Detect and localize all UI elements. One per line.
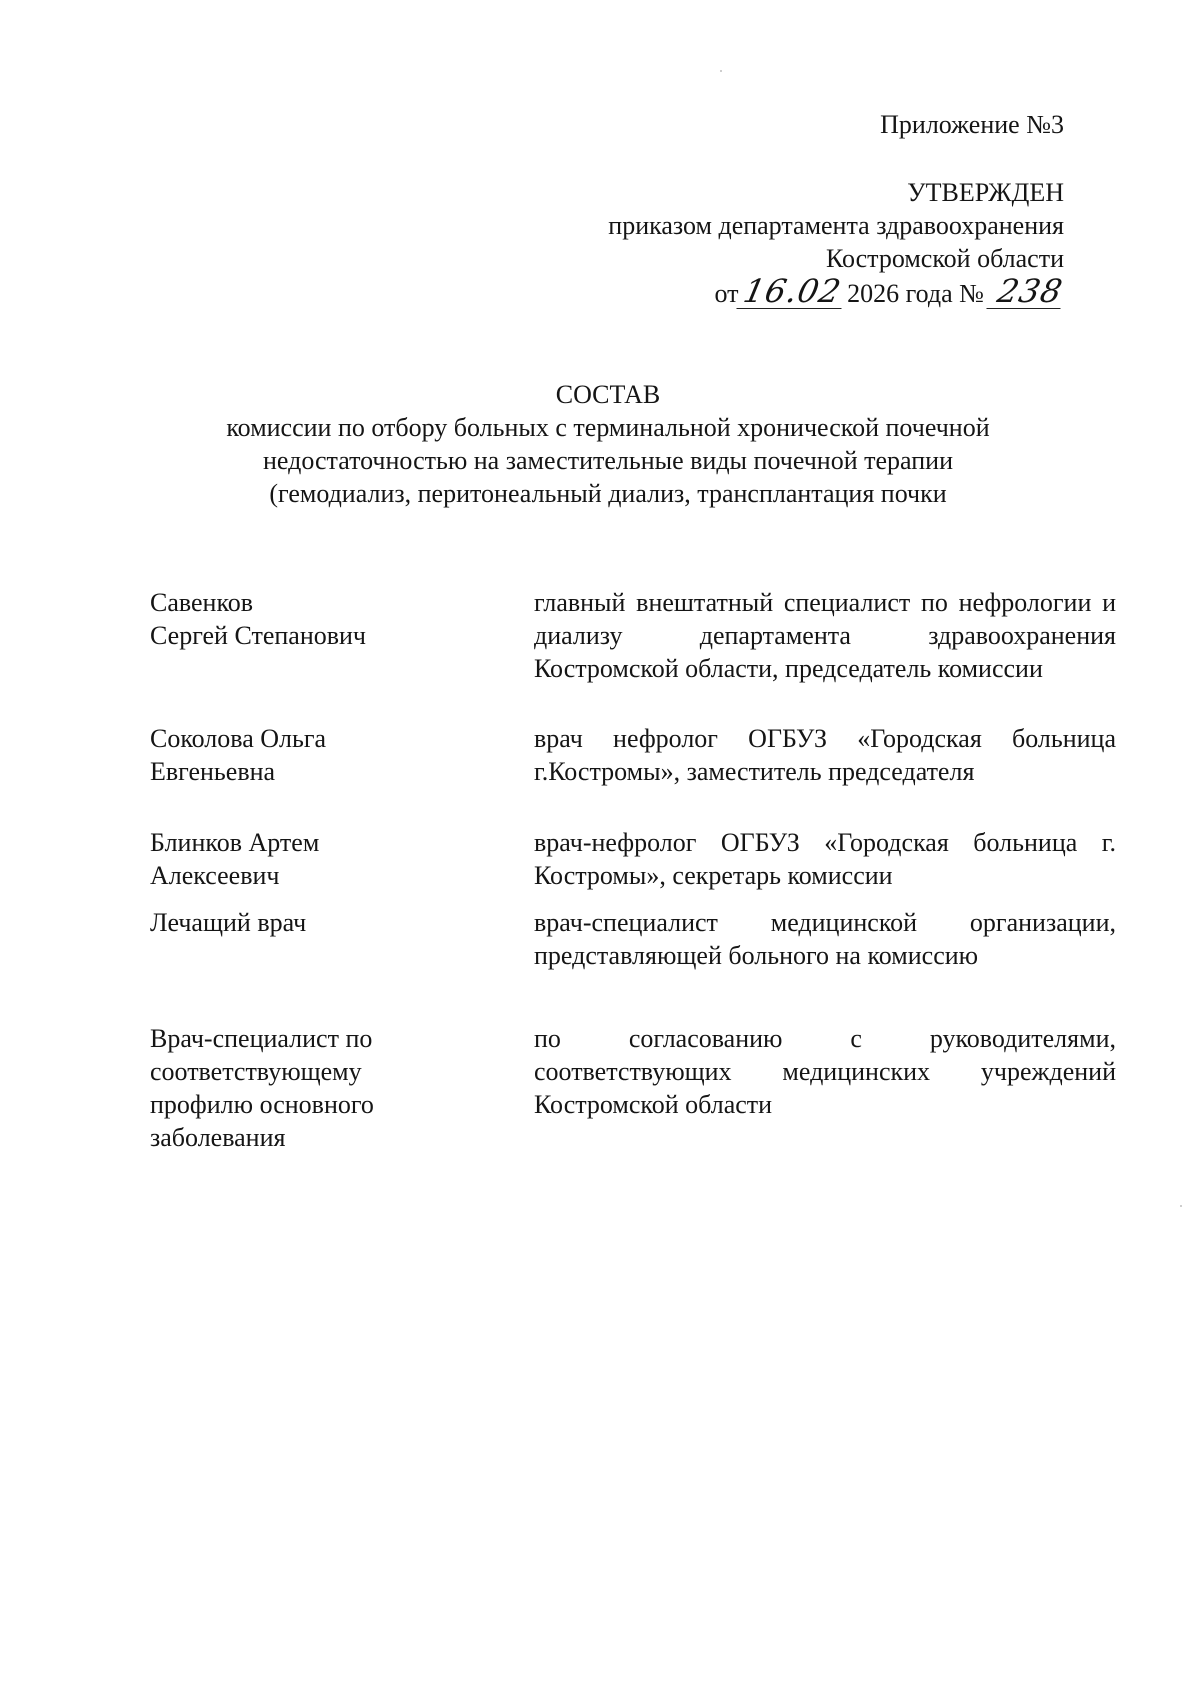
member-row bbox=[150, 906, 1116, 972]
member-name bbox=[150, 586, 534, 685]
member-role: врач-нефролог ОГБУЗ «Городская больница г. Костромы», секретарь комиссии bbox=[534, 828, 1116, 890]
member-row bbox=[150, 826, 1116, 892]
handwritten-date: 16.02 bbox=[737, 275, 849, 309]
member-name-line: Савенков bbox=[150, 588, 254, 617]
member-name-line: Сергей Степанович bbox=[150, 621, 367, 650]
member-name bbox=[150, 906, 534, 972]
approval-block bbox=[608, 176, 1067, 310]
commission-members-list bbox=[150, 586, 1116, 1154]
member-name-line: Евгеньевна bbox=[150, 757, 276, 786]
member-role: главный внештатный специалист по нефрологии и диализу департамента здравоохранения Костромской области, председатель комиссии bbox=[534, 588, 1116, 683]
title-line-1: комиссии по отбору больных с терминальной хронической почечной bbox=[226, 413, 990, 442]
member-name bbox=[150, 722, 534, 788]
member-row bbox=[150, 722, 1116, 788]
appendix-label: Приложение №3 bbox=[880, 110, 1064, 139]
member-name bbox=[150, 1022, 534, 1154]
member-name-line: Блинков Артем bbox=[150, 828, 320, 857]
order-region-line: Костромской области bbox=[825, 244, 1064, 273]
handwritten-order-number: 238 bbox=[986, 275, 1067, 309]
date-suffix: 2026 года № bbox=[847, 279, 984, 308]
scan-artifact bbox=[1180, 1205, 1182, 1207]
title-line-2: недостаточностью на заместительные виды почечной терапии bbox=[263, 446, 953, 475]
member-row bbox=[150, 586, 1116, 685]
approved-stamp-text: УТВЕРЖДЕН bbox=[907, 178, 1064, 207]
member-name-line: Алексеевич bbox=[150, 861, 280, 890]
title-line-3: (гемодиализ, перитонеальный диализ, трансплантация почки bbox=[269, 479, 947, 508]
member-name-line: заболевания bbox=[150, 1123, 286, 1152]
member-role: врач нефролог ОГБУЗ «Городская больница г.Костромы», заместитель председателя bbox=[534, 724, 1116, 786]
member-name-line: Соколова Ольга bbox=[150, 724, 327, 753]
member-name-line: соответствующему bbox=[150, 1057, 362, 1086]
order-issuer-line: приказом департамента здравоохранения bbox=[608, 211, 1064, 240]
member-role: врач-специалист медицинской организации, представляющей больного на комиссию bbox=[534, 908, 1116, 970]
member-name-line: Лечащий врач bbox=[150, 908, 307, 937]
member-name-line: Врач-специалист по bbox=[150, 1024, 373, 1053]
member-row bbox=[150, 1022, 1116, 1154]
member-role: по согласованию с руководителями, соответствующих медицинских учреждений Костромской области bbox=[534, 1024, 1116, 1119]
member-name bbox=[150, 826, 534, 892]
document-title bbox=[0, 378, 1200, 510]
order-date-line bbox=[608, 272, 1067, 310]
member-name-line: профилю основного bbox=[150, 1090, 374, 1119]
scan-artifact bbox=[720, 70, 722, 72]
date-prefix: от bbox=[714, 279, 739, 308]
title-heading: СОСТАВ bbox=[555, 380, 661, 409]
